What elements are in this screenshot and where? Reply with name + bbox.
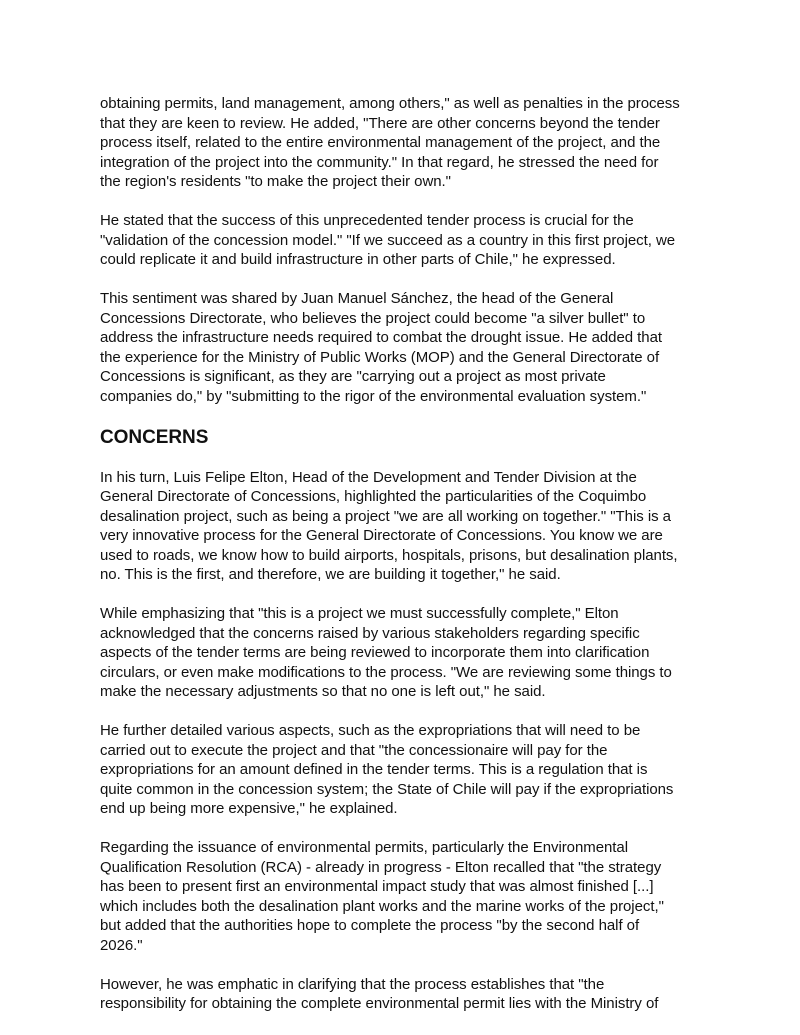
text-line: that they are keen to review. He added, "There are other concerns beyond the tender bbox=[100, 114, 660, 132]
text-line: but added that the authorities hope to complete the process "by the second half of bbox=[100, 917, 640, 934]
text-line: carried out to execute the project and that "the concessionaire will pay for the bbox=[100, 741, 608, 759]
text-line: aspects of the tender terms are being reviewed to incorporate them into clarification bbox=[100, 644, 650, 661]
section-concerns bbox=[100, 468, 720, 1014]
text-line: However, he was emphatic in clarifying that the process establishes that "the bbox=[100, 975, 605, 993]
text-line: the experience for the Ministry of Public Works (MOP) and the General Directorate of bbox=[100, 348, 660, 366]
text-line: In his turn, Luis Felipe Elton, Head of the Development and Tender Division at the bbox=[100, 468, 637, 486]
paragraph bbox=[100, 838, 720, 955]
paragraph bbox=[100, 211, 720, 270]
text-line: acknowledged that the concerns raised by various stakeholders regarding specific bbox=[100, 624, 640, 642]
text-line: desalination project, such as being a project "we are all working on together." "This is a bbox=[100, 507, 671, 525]
text-line: quite common in the concession system; the State of Chile will pay if the expropriations bbox=[100, 780, 674, 798]
section-intro bbox=[100, 94, 720, 406]
text-line: very innovative process for the General Directorate of Concessions. You know we are bbox=[100, 527, 663, 544]
paragraph bbox=[100, 289, 720, 406]
paragraph bbox=[100, 975, 720, 1014]
text-line: the region's residents "to make the project their own." bbox=[100, 173, 451, 190]
paragraph bbox=[100, 604, 720, 702]
text-line: circulars, or even make modifications to the process. "We are reviewing some things to bbox=[100, 663, 672, 681]
paragraph bbox=[100, 721, 720, 819]
text-line: process itself, related to the entire environmental management of the project, and the bbox=[100, 134, 661, 151]
section-heading-concerns: CONCERNS bbox=[100, 426, 209, 448]
text-line: address the infrastructure needs required to combat the drought issue. He added that bbox=[100, 329, 662, 346]
document-page bbox=[100, 94, 720, 1033]
text-line: He stated that the success of this unprecedented tender process is crucial for the bbox=[100, 212, 634, 229]
text-line: He further detailed various aspects, such as the expropriations that will need to be bbox=[100, 722, 641, 739]
text-line: This sentiment was shared by Juan Manuel Sánchez, the head of the General bbox=[100, 290, 614, 307]
text-line: which includes both the desalination plant works and the marine works of the project," bbox=[100, 897, 664, 915]
text-line: obtaining permits, land management, among others," as well as penalties in the process bbox=[100, 95, 680, 112]
text-line: make the necessary adjustments so that no one is left out," he said. bbox=[100, 683, 546, 700]
text-line: used to roads, we know how to build airports, hospitals, prisons, but desalination plants, bbox=[100, 546, 678, 564]
text-line: integration of the project into the community." In that regard, he stressed the need for bbox=[100, 153, 659, 171]
text-line: Concessions is significant, as they are "carrying out a project as most private bbox=[100, 368, 606, 385]
text-line: Concessions Directorate, who believes the project could become "a silver bullet" to bbox=[100, 309, 646, 327]
paragraph bbox=[100, 468, 720, 585]
text-line: end up being more expensive," he explained. bbox=[100, 800, 398, 817]
text-line: has been to present first an environmental impact study that was almost finished [...] bbox=[100, 878, 654, 895]
text-line: While emphasizing that "this is a project we must successfully complete," Elton bbox=[100, 605, 619, 622]
text-line: no. This is the first, and therefore, we are building it together," he said. bbox=[100, 566, 561, 583]
text-line: expropriations for an amount defined in the tender terms. This is a regulation that is bbox=[100, 761, 648, 778]
text-line: General Directorate of Concessions, highlighted the particularities of the Coquimbo bbox=[100, 488, 647, 505]
text-line: 2026." bbox=[100, 936, 143, 954]
text-line: companies do," by "submitting to the rigor of the environmental evaluation system." bbox=[100, 387, 647, 405]
paragraph bbox=[100, 94, 720, 192]
text-line: Qualification Resolution (RCA) - already in progress - Elton recalled that "the strategy bbox=[100, 858, 662, 876]
text-line: "validation of the concession model." "If we succeed as a country in this first project, we bbox=[100, 231, 676, 249]
text-line: responsibility for obtaining the complete environmental permit lies with the Ministry of bbox=[100, 995, 659, 1012]
text-line: Regarding the issuance of environmental permits, particularly the Environmental bbox=[100, 839, 628, 856]
text-line: could replicate it and build infrastructure in other parts of Chile," he expressed. bbox=[100, 251, 616, 268]
